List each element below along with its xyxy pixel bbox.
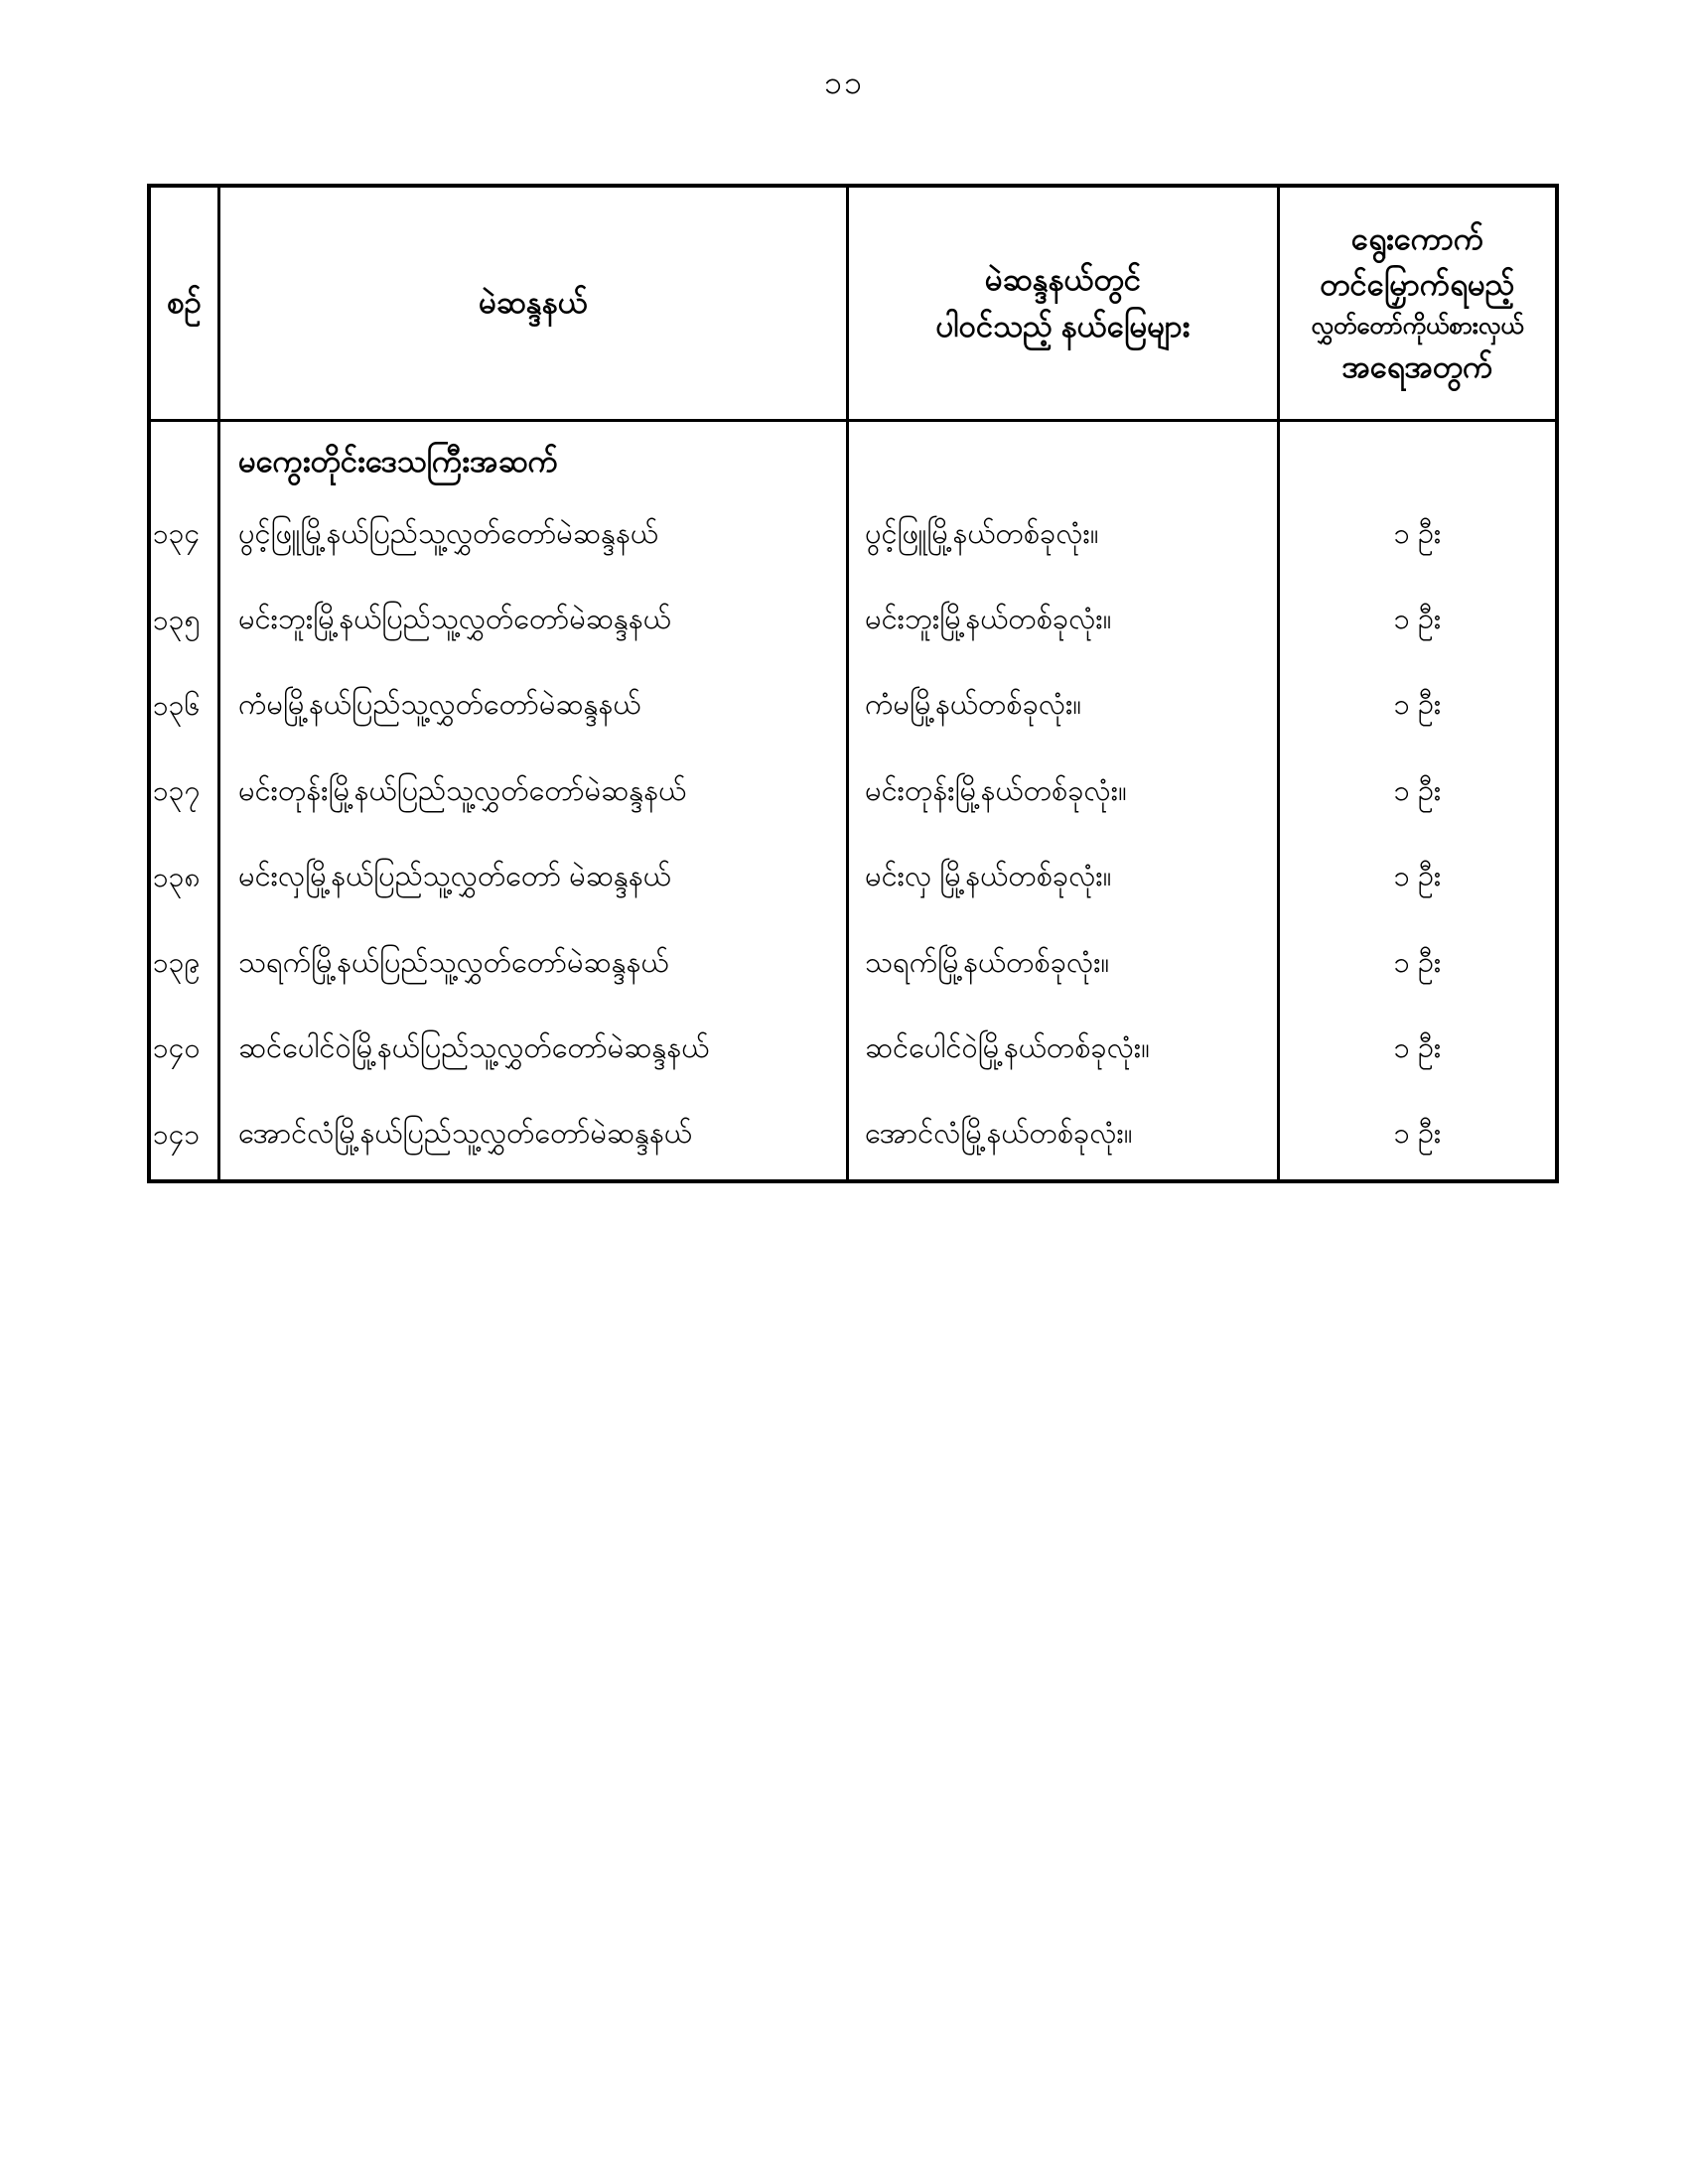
row-constituency: မင်းလှမြို့နယ်ပြည်သူ့လွှတ်တော် မဲဆန္ဒနယ် — [220, 837, 849, 922]
row-serial: ၁၃၅ — [151, 579, 220, 664]
header-reps-line4: အရေအတွက် — [1341, 348, 1493, 384]
page-number: ၁၁ — [824, 65, 864, 100]
section-serial-cell — [151, 422, 220, 493]
constituency-table — [147, 184, 1559, 1183]
header-reps-line1: ရွေးကောက် — [1350, 220, 1484, 256]
row-serial: ၁၄၀ — [151, 1008, 220, 1093]
row-constituency: ကံမမြို့နယ်ပြည်သူ့လွှတ်တော်မဲဆန္ဒနယ် — [220, 665, 849, 751]
row-representatives: ၁ ဦး — [1393, 861, 1442, 893]
header-reps-line3: လွှတ်တော်ကိုယ်စားလှယ် — [1311, 312, 1524, 340]
section-reps-cell — [1280, 422, 1555, 493]
row-constituency: အောင်လံမြို့နယ်ပြည်သူ့လွှတ်တော်မဲဆန္ဒနယ် — [220, 1094, 849, 1179]
row-representatives: ၁ ဦး — [1393, 517, 1442, 550]
row-constituency: ပွင့်ဖြူမြို့နယ်ပြည်သူ့လွှတ်တော်မဲဆန္ဒနယ် — [220, 493, 849, 579]
row-areas: မင်းဘူးမြို့နယ်တစ်ခုလုံး။ — [849, 579, 1280, 664]
row-areas: ကံမမြို့နယ်တစ်ခုလုံး။ — [849, 665, 1280, 751]
header-reps-line2: တင်မြှောက်ရမည့် — [1320, 267, 1515, 303]
row-representatives: ၁ ဦး — [1393, 1031, 1442, 1064]
row-constituency: မင်းတုန်းမြို့နယ်ပြည်သူ့လွှတ်တော်မဲဆန္ဒနယ် — [220, 751, 849, 836]
row-areas: မင်းလှ မြို့နယ်တစ်ခုလုံး။ — [849, 837, 1280, 922]
section-header-cell — [220, 422, 849, 493]
row-constituency: ဆင်ပေါင်ဝဲမြို့နယ်ပြည်သူ့လွှတ်တော်မဲဆန္ဒနယ် — [220, 1008, 849, 1093]
header-representatives — [1280, 188, 1555, 419]
row-areas: အောင်လံမြို့နယ်တစ်ခုလုံး။ — [849, 1094, 1280, 1179]
table-header-row — [151, 188, 1555, 422]
section-areas-cell — [849, 422, 1280, 493]
header-serial: စဉ် — [151, 188, 220, 419]
row-representatives: ၁ ဦး — [1393, 604, 1442, 636]
header-areas — [849, 188, 1280, 419]
header-areas-line2: ပါဝင်သည့် နယ်မြေများ — [935, 308, 1191, 343]
row-areas: မင်းတုန်းမြို့နယ်တစ်ခုလုံး။ — [849, 751, 1280, 836]
row-constituency: သရက်မြို့နယ်ပြည်သူ့လွှတ်တော်မဲဆန္ဒနယ် — [220, 922, 849, 1008]
row-representatives: ၁ ဦး — [1393, 774, 1442, 807]
row-representatives: ၁ ဦး — [1393, 689, 1442, 722]
section-title: မကွေးတိုင်းဒေသကြီးအဆက် — [238, 444, 558, 478]
row-serial: ၁၃၄ — [151, 493, 220, 579]
row-areas: သရက်မြို့နယ်တစ်ခုလုံး။ — [849, 922, 1280, 1008]
header-constituency: မဲဆန္ဒနယ် — [220, 188, 849, 419]
row-serial: ၁၃၇ — [151, 751, 220, 836]
header-areas-line1: မဲဆန္ဒနယ်တွင် — [984, 262, 1142, 297]
row-representatives: ၁ ဦး — [1393, 946, 1442, 979]
row-constituency: မင်းဘူးမြို့နယ်ပြည်သူ့လွှတ်တော်မဲဆန္ဒနယ် — [220, 579, 849, 664]
row-serial: ၁၃၆ — [151, 665, 220, 751]
row-serial: ၁၃၈ — [151, 837, 220, 922]
row-areas: ပွင့်ဖြူမြို့နယ်တစ်ခုလုံး။ — [849, 493, 1280, 579]
row-areas: ဆင်ပေါင်ဝဲမြို့နယ်တစ်ခုလုံး။ — [849, 1008, 1280, 1093]
table-body — [151, 422, 1555, 1179]
row-serial: ၁၃၉ — [151, 922, 220, 1008]
row-representatives: ၁ ဦး — [1393, 1118, 1442, 1151]
row-serial: ၁၄၁ — [151, 1094, 220, 1179]
